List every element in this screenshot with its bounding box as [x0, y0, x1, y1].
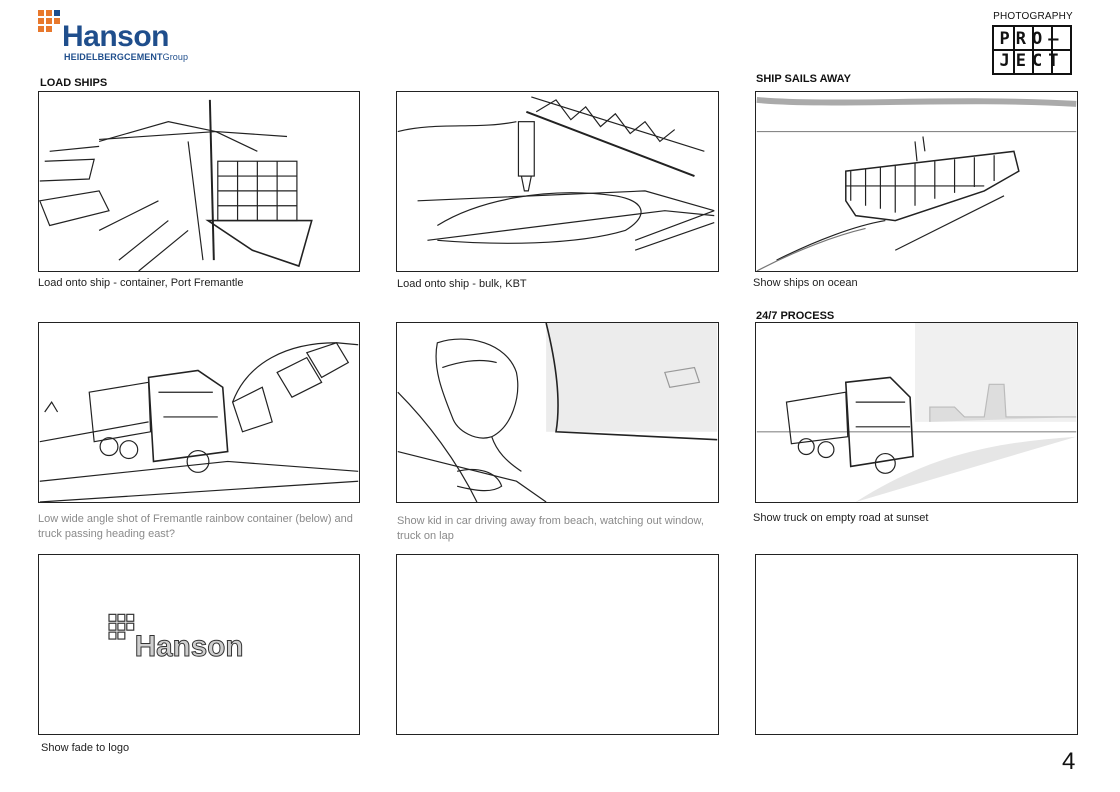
storyboard-frame-4	[38, 322, 360, 503]
frame-7-caption: Show fade to logo	[41, 742, 130, 754]
truck-at-sunset-sketch-icon	[756, 323, 1077, 502]
hanson-grid-icon	[38, 10, 62, 34]
frame-6-caption: Show truck on empty road at sunset	[753, 512, 929, 524]
storyboard-frame-9	[755, 554, 1078, 735]
truck-and-rainbow-containers-sketch-icon	[39, 323, 359, 502]
hanson-wordmark: Hanson	[62, 20, 170, 53]
frame-2-caption: Load onto ship - bulk, KBT	[397, 278, 527, 290]
storyboard-frame-5	[396, 322, 719, 503]
storyboard-frame-8	[396, 554, 719, 735]
frame-7-logo-word: Hanson	[134, 629, 244, 663]
storyboard-frame-3	[755, 91, 1078, 272]
frame-5-caption: Show kid in car driving away from beach, watching out window, truck on lap	[397, 515, 704, 542]
ship-at-sea-sketch-icon	[756, 92, 1077, 271]
storyboard-frame-7	[38, 554, 360, 735]
photography-project-logo	[990, 11, 1076, 71]
storyboard-frame-6	[755, 322, 1078, 503]
frame-3-caption: Show ships on ocean	[753, 277, 858, 289]
project-line-2: JECT	[999, 51, 1065, 71]
heidelberg-group-text: HEIDELBERGCEMENTGroup	[64, 52, 189, 62]
photography-caption: PHOTOGRAPHY	[993, 11, 1073, 22]
frame-4-caption: Low wide angle shot of Fremantle rainbow container (below) and truck passing heading east?	[38, 513, 353, 540]
heading-load-ships: LOAD SHIPS	[40, 77, 108, 89]
bulk-loading-sketch-icon	[397, 92, 718, 271]
hanson-logo-sketch-icon	[39, 555, 359, 734]
heading-24-7-process: 24/7 PROCESS	[756, 310, 835, 322]
project-line-1: PRO–	[999, 29, 1065, 49]
page-number: 4	[1062, 748, 1076, 775]
storyboard-frame-2	[396, 91, 719, 272]
heading-ship-sails-away: SHIP SAILS AWAY	[756, 73, 851, 85]
storyboard-frame-1	[38, 91, 360, 272]
hanson-logo	[38, 10, 198, 66]
container-ship-loading-sketch-icon	[39, 92, 359, 271]
frame-1-caption: Load onto ship - container, Port Fremantle	[38, 277, 244, 289]
kid-in-car-sketch-icon	[397, 323, 718, 502]
